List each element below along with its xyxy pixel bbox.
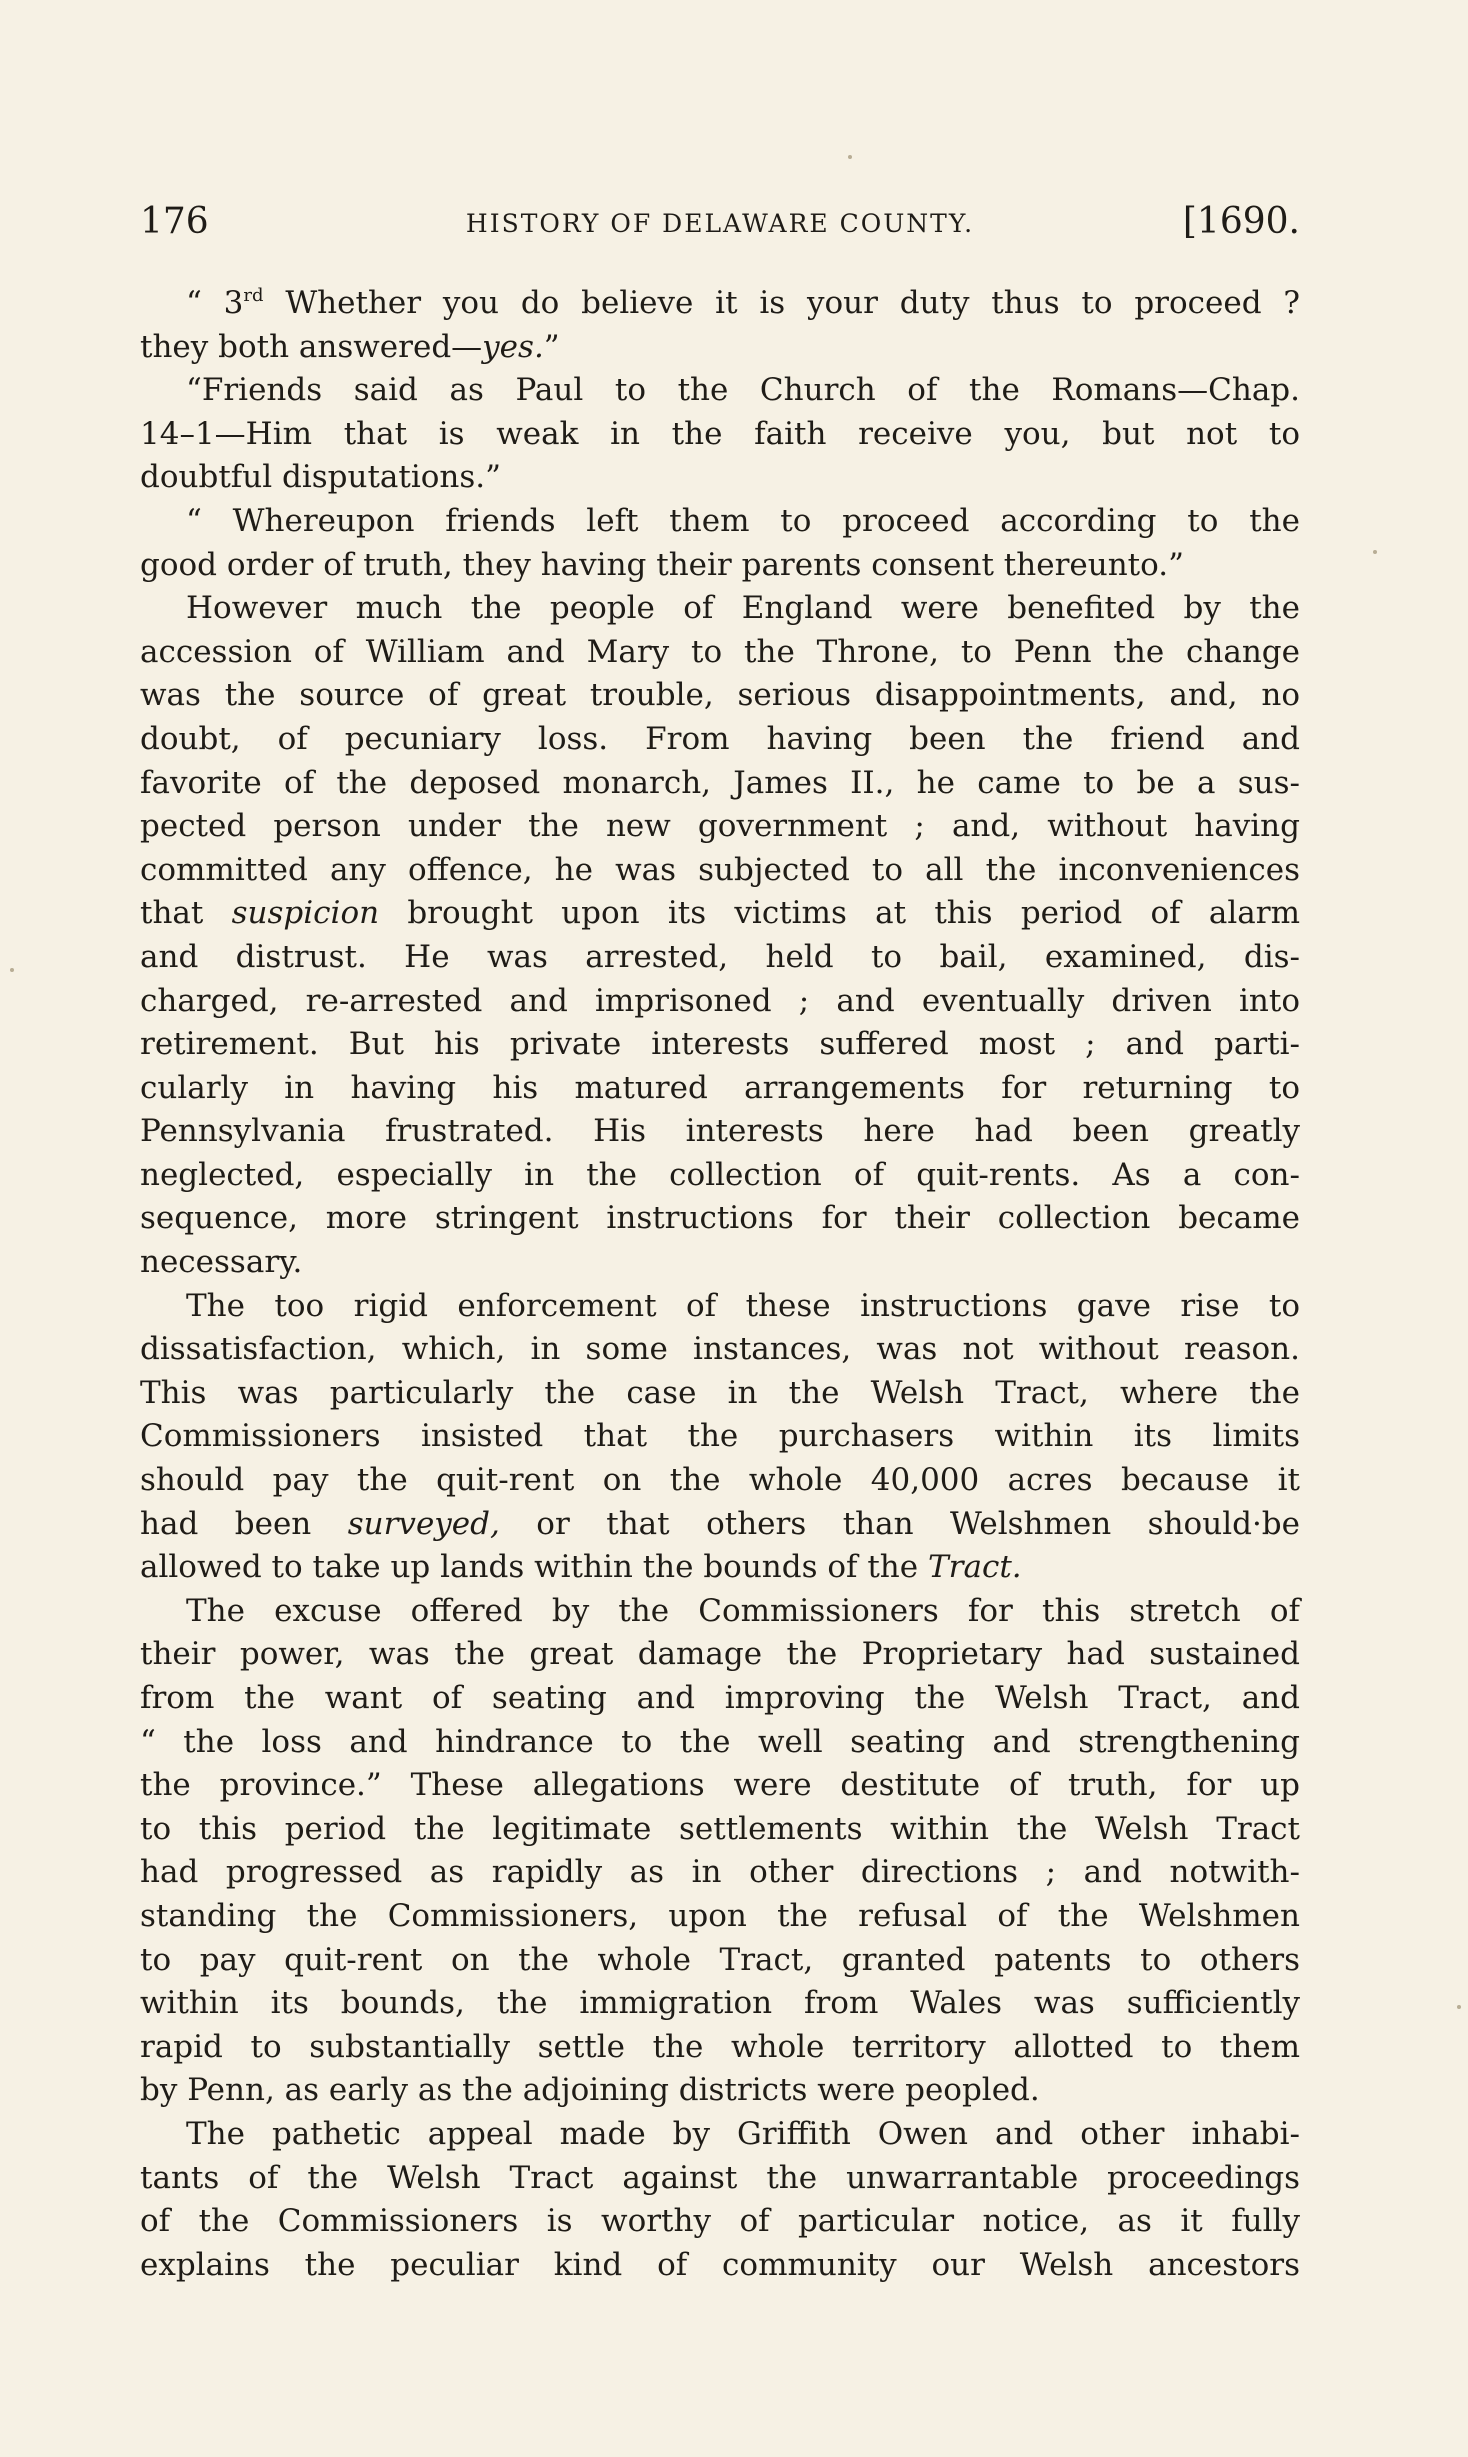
text-line: Commissioners insisted that the purchasers within its limits xyxy=(140,1418,1300,1455)
text-line: their power, was the great damage the Proprietary had sustained xyxy=(140,1636,1300,1673)
text-run: “ 3 xyxy=(186,285,244,321)
text-line: tants of the Welsh Tract against the unwarrantable proceedings xyxy=(140,2159,1300,2196)
text-line: the province.” These allegations were destitute of truth, for up xyxy=(140,1767,1300,1804)
italic-text: surveyed, xyxy=(347,1505,500,1542)
text-line: of the Commissioners is worthy of particular notice, as it fully xyxy=(140,2203,1300,2240)
text-line xyxy=(140,326,1300,370)
text-line: to this period the legitimate settlements within the Welsh Tract xyxy=(140,1810,1300,1847)
text-line: doubt, of pecuniary loss. From having been the friend and xyxy=(140,720,1300,757)
text-line: The too rigid enforcement of these instructions gave rise to xyxy=(186,1287,1300,1324)
text-line: charged, re-arrested and imprisoned ; and eventually driven into xyxy=(140,982,1300,1019)
text-line: by Penn, as early as the adjoining districts were peopled. xyxy=(140,2072,1040,2109)
text-line: “Friends said as Paul to the Church of the Romans—Chap. xyxy=(186,372,1300,409)
text-line: accession of William and Mary to the Throne, to Penn the change xyxy=(140,633,1300,670)
text-line: “ the loss and hindrance to the well seating and strengthening xyxy=(140,1723,1300,1760)
text-line: The pathetic appeal made by Griffith Owen and other inhabi- xyxy=(186,2115,1300,2152)
text-line xyxy=(140,892,1300,936)
text-line: “ Whereupon friends left them to proceed according to the xyxy=(186,502,1300,539)
italic-text: suspicion xyxy=(231,895,380,932)
text-run: ” xyxy=(543,328,560,365)
text-run: they both answered— xyxy=(140,328,483,365)
italic-text: yes. xyxy=(482,328,544,365)
text-line: cularly in having his matured arrangements for returning to xyxy=(140,1069,1300,1106)
text-line: from the want of seating and improving the Welsh Tract, and xyxy=(140,1680,1300,1716)
text-line xyxy=(140,1503,1300,1547)
text-line: The excuse offered by the Commissioners for this stretch of xyxy=(186,1592,1300,1629)
header-year: [1690. xyxy=(1182,201,1300,242)
text-line: 14–1—Him that is weak in the faith receive you, but not to xyxy=(140,415,1300,452)
text-line: pected person under the new government ; and, without having xyxy=(140,808,1300,845)
text-line: was the source of great trouble, serious disappointments, and, no xyxy=(140,677,1300,714)
text-run: brought upon its victims at this period of alarm xyxy=(379,895,1300,932)
text-line: within its bounds, the immigration from Wales was sufficiently xyxy=(140,1985,1300,2022)
text-line: explains the peculiar kind of community our Welsh ancestors xyxy=(140,2246,1300,2283)
text-line: This was particularly the case in the Welsh Tract, where the xyxy=(140,1374,1300,1411)
text-line: dissatisfaction, which, in some instances, was not without reason. xyxy=(140,1331,1300,1368)
text-line xyxy=(140,1546,1300,1590)
paper-speck xyxy=(1457,2005,1461,2009)
page-header xyxy=(140,200,1300,252)
text-line: and distrust. He was arrested, held to bail, examined, dis- xyxy=(140,938,1300,975)
text-line: necessary. xyxy=(140,1244,303,1281)
text-run: Whether you do believe it is your duty thus to proceed ? xyxy=(263,285,1300,321)
text-line: rapid to substantially settle the whole territory allotted to them xyxy=(140,2028,1300,2065)
text-line: sequence, more stringent instructions for their collection became xyxy=(140,1200,1300,1237)
paper-speck xyxy=(1373,550,1377,554)
body-text xyxy=(140,282,1300,2287)
italic-text: Tract. xyxy=(927,1549,1022,1586)
text-line: Pennsylvania frustrated. His interests here had been greatly xyxy=(140,1113,1300,1150)
text-run: had been xyxy=(140,1505,348,1542)
text-line: favorite of the deposed monarch, James II., he came to be a sus- xyxy=(140,764,1300,801)
text-line: good order of truth, they having their parents consent thereunto.” xyxy=(140,546,1184,583)
paper-speck xyxy=(10,968,14,972)
superscript: rd xyxy=(243,285,264,306)
text-line: committed any offence, he was subjected to all the inconveniences xyxy=(140,851,1300,888)
text-line: neglected, especially in the collection of quit-rents. As a con- xyxy=(140,1156,1300,1193)
text-line xyxy=(140,282,1300,326)
text-line: However much the people of England were benefited by the xyxy=(186,590,1300,627)
text-run: that xyxy=(140,895,232,932)
text-line: should pay the quit-rent on the whole 40,000 acres because it xyxy=(140,1462,1300,1499)
text-run: allowed to take up lands within the bounds of the xyxy=(140,1549,928,1586)
text-line: standing the Commissioners, upon the refusal of the Welshmen xyxy=(140,1897,1300,1934)
page-number: 176 xyxy=(140,201,209,242)
text-line: doubtful disputations.” xyxy=(140,459,502,496)
text-line: had progressed as rapidly as in other directions ; and notwith- xyxy=(140,1854,1300,1891)
text-run: or that others than Welshmen should·be xyxy=(499,1505,1300,1542)
paper-speck xyxy=(848,155,852,159)
text-line: retirement. But his private interests suffered most ; and parti- xyxy=(140,1026,1300,1063)
text-line: to pay quit-rent on the whole Tract, granted patents to others xyxy=(140,1941,1300,1978)
running-head: HISTORY OF DELAWARE COUNTY. xyxy=(465,209,975,238)
